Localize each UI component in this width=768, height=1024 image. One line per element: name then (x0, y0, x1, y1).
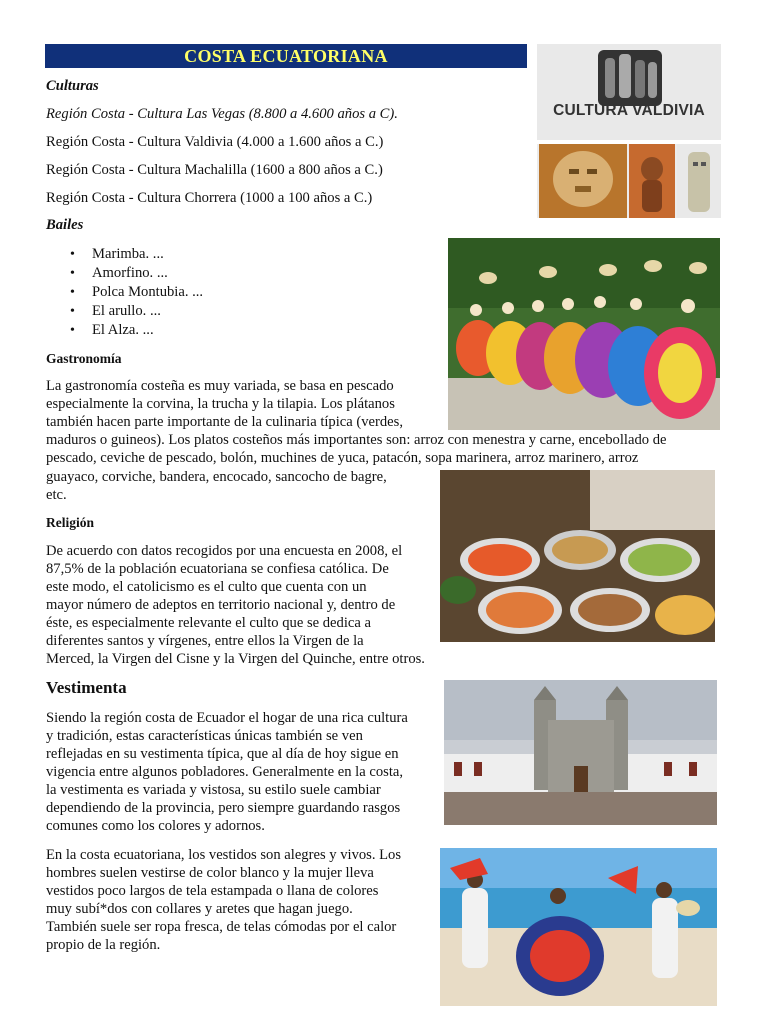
text-line: especialmente la corvina, la trucha y la tilapia. Los plátanos (46, 396, 395, 412)
church-photo (444, 680, 717, 825)
text-line: vigencia entre algunos pobladores. Generalmente en la costa, (46, 764, 403, 780)
vestimenta-heading: Vestimenta (46, 678, 127, 697)
dancers-photo (448, 238, 720, 430)
beach-dancers-illustration (440, 848, 717, 1006)
church-illustration (444, 680, 717, 825)
text-line: etc. (46, 487, 67, 503)
text-line: Siendo la región costa de Ecuador el hogar de una rica cultura (46, 710, 408, 726)
beach-dancers-photo (440, 848, 717, 1006)
valdivia-caption: CULTURA VALDIVIA (553, 102, 705, 119)
cultura-line: Región Costa - Cultura Valdivia (4.000 a 1.600 años a C.) (46, 134, 384, 150)
list-item: • Marimba. ... (46, 245, 346, 264)
text-line: éste, es especialmente relevante el culto que se dedica a (46, 615, 371, 631)
cultura-line: Región Costa - Cultura Las Vegas (8.800 a 4.600 años a C). (46, 106, 398, 122)
text-line: comunes como los colores y adornos. (46, 818, 265, 834)
list-item: • Amorfino. ... (46, 264, 346, 283)
food-photo (440, 470, 715, 642)
text-line: Merced, la Virgen del Cisne y la Virgen del Quinche, entre otros. (46, 651, 425, 667)
text-line: De acuerdo con datos recogidos por una encuesta en 2008, el (46, 543, 403, 559)
text-line: y tradición, estas características únicas también se ven (46, 728, 363, 744)
text-line: También suele ser ropa fresca, de telas cómodas por el calor (46, 919, 397, 935)
text-line: hombres suelen vestirse de color blanco y la mujer lleva (46, 865, 374, 881)
bailes-heading: Bailes (46, 217, 84, 233)
text-line: la vestimenta es variada y vistosa, su estilo suele cambiar (46, 782, 381, 798)
text-line: reflejadas en su vestimenta típica, que al día de hoy sigue en (46, 746, 399, 762)
text-line: dependiendo de la provincia, pero siempre guardando rasgos (46, 800, 401, 816)
dancers-illustration (448, 238, 720, 430)
text-line: este modo, el catolicismo es el culto que cuenta con un (46, 579, 367, 595)
text-line: guayaco, corviche, bandera, encocado, sancocho de bagre, (46, 469, 387, 485)
culturas-heading: Culturas (46, 78, 99, 94)
list-item: • El Alza. ... (46, 321, 346, 340)
text-line: propio de la región. (46, 937, 161, 953)
religion-heading: Religión (46, 515, 95, 530)
valdivia-figurines-illustration (537, 44, 721, 218)
gastronomia-heading: Gastronomía (46, 351, 122, 366)
text-line: 87,5% de la población ecuatoriana se confiesa católica. De (46, 561, 389, 577)
text-line: vestidos poco largos de tela estampada o llana de colores (46, 883, 379, 899)
food-illustration (440, 470, 715, 642)
text-line: maduros o guineos). Los platos costeños más importantes son: arroz con menestra y carne, encebollado de (46, 432, 667, 448)
cultura-line: Región Costa - Cultura Chorrera (1000 a 100 años a C.) (46, 190, 373, 206)
text-line: diferentes santos y vírgenes, entre ellos la Virgen de la (46, 633, 364, 649)
text-line: también hacen parte importante de la culinaria típica (verdes, (46, 414, 403, 430)
text-line: La gastronomía costeña es muy variada, se basa en pescado (46, 378, 394, 394)
cultura-line: Región Costa - Cultura Machalilla (1600 a 800 años a C.) (46, 162, 383, 178)
text-line: muy subí*dos con collares y aretes que hagan juego. (46, 901, 353, 917)
list-item: • El arullo. ... (46, 302, 346, 321)
text-line: pescado, ceviche de pescado, bolón, muchines de yuca, patacón, sopa marinera, arroz marinero, arroz (46, 450, 639, 466)
page-title: COSTA ECUATORIANA (45, 44, 527, 68)
text-line: mayor número de adeptos en territorio nacional y, dentro de (46, 597, 396, 613)
cultura-valdivia-image (537, 44, 721, 218)
list-item: • Polca Montubia. ... (46, 283, 346, 302)
text-line: En la costa ecuatoriana, los vestidos son alegres y vivos. Los (46, 847, 402, 863)
bailes-list (46, 245, 346, 340)
